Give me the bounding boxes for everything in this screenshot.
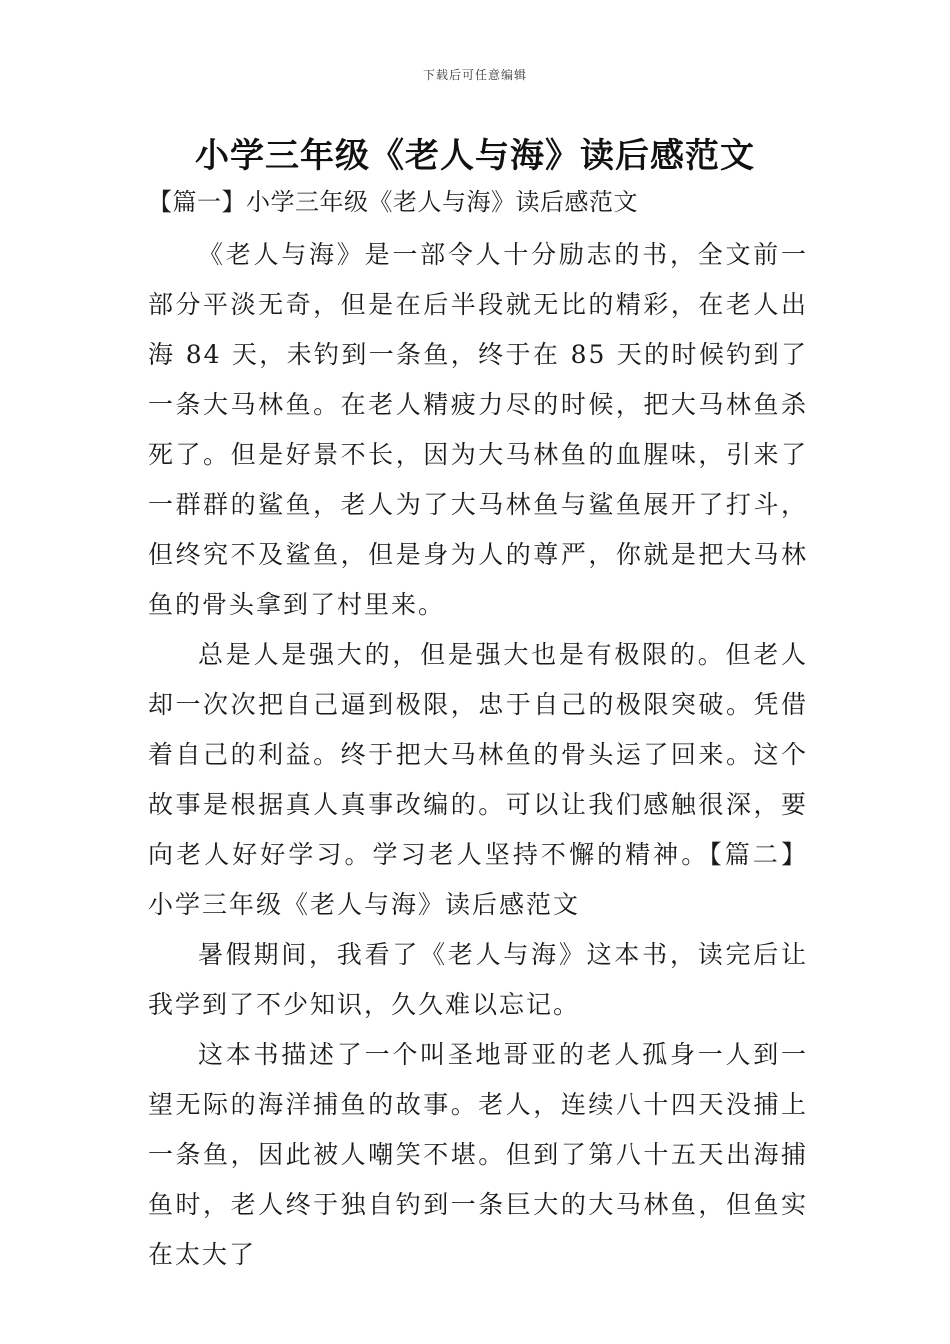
section-subtitle: 【篇一】小学三年级《老人与海》读后感范文	[148, 188, 638, 216]
document-body	[148, 230, 808, 1280]
paragraph-3: 暑假期间，我看了《老人与海》这本书，读完后让我学到了不少知识，久久难以忘记。	[148, 940, 808, 1019]
paragraph-1: 《老人与海》是一部令人十分励志的书，全文前一部分平淡无奇，但是在后半段就无比的精彩，在老人出海 84 天，未钓到一条鱼，终于在 85 天的时候钓到了一条大马林鱼。在老人精疲力尽的时候，把大马林鱼杀死了。但是好景不长，因为大马林鱼的血腥味，引来了一群群的鲨鱼，老人为了大马林鱼与鲨鱼展开了打斗，但终究不及鲨鱼，但是身为人的尊严，你就是把大马林鱼的骨头拿到了村里来。	[148, 240, 808, 619]
document-title: 小学三年级《老人与海》读后感范文	[195, 136, 755, 176]
header-note: 下载后可任意编辑	[422, 68, 527, 82]
paragraph-4: 这本书描述了一个叫圣地哥亚的老人孤身一人到一望无际的海洋捕鱼的故事。老人，连续八十四天没捕上一条鱼，因此被人嘲笑不堪。但到了第八十五天出海捕鱼时，老人终于独自钓到一条巨大的大马林鱼，但鱼实在太大了	[148, 1040, 808, 1269]
paragraph-2: 总是人是强大的，但是强大也是有极限的。但老人却一次次把自己逼到极限，忠于自己的极限突破。凭借着自己的利益。终于把大马林鱼的骨头运了回来。这个故事是根据真人真事改编的。可以让我们感触很深，要向老人好好学习。学习老人坚持不懈的精神。【篇二】小学三年级《老人与海》读后感范文	[148, 640, 808, 919]
